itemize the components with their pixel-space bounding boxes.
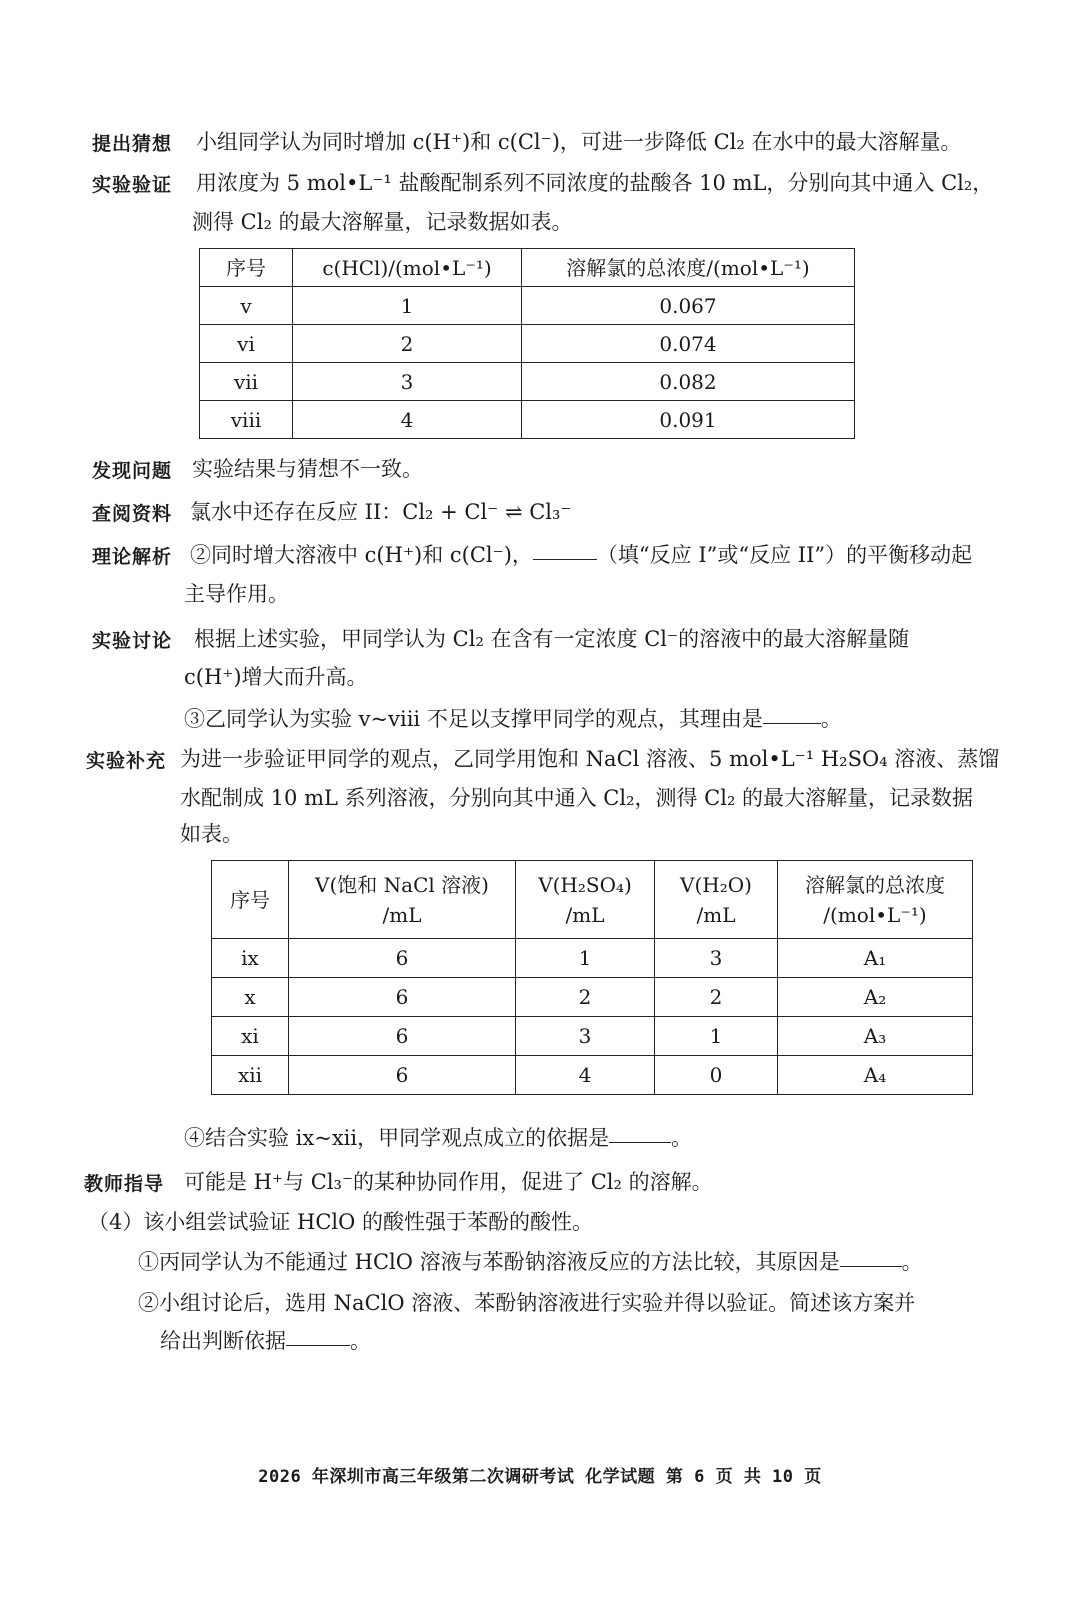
nacl-h2so4-table xyxy=(211,860,973,1095)
table2-cell: 6 xyxy=(289,978,516,1017)
teacher-text: 可能是 H⁺与 Cl₃⁻的某种协同作用，促进了 Cl₂ 的溶解。 xyxy=(184,1170,713,1194)
table2-cell: 6 xyxy=(289,939,516,978)
table2-header xyxy=(778,861,973,939)
lookup-text: 氯水中还存在反应 II：Cl₂ + Cl⁻ ⇌ Cl₃⁻ xyxy=(190,500,572,524)
theory-line1-a: ②同时增大溶液中 c(H⁺)和 c(Cl⁻)， xyxy=(190,543,533,567)
supplement-line3: 如表。 xyxy=(180,822,243,846)
table-row xyxy=(212,1017,973,1056)
table2-cell: A₂ xyxy=(778,978,973,1017)
table1-cell: vii xyxy=(200,363,293,401)
discuss-line3-a: ③乙同学认为实验 v~viii 不足以支撑甲同学的观点，其理由是 xyxy=(184,707,763,731)
table1-cell: vi xyxy=(200,325,293,363)
table2-header-unit: /mL xyxy=(696,902,736,927)
discuss-label: 实验讨论 xyxy=(92,630,173,652)
table2-cell: A₃ xyxy=(778,1017,973,1056)
table2-header xyxy=(212,861,289,939)
part4-q2-b: 。 xyxy=(350,1329,371,1353)
problem-text: 实验结果与猜想不一致。 xyxy=(192,457,423,481)
discuss-line3 xyxy=(184,703,842,737)
answer-blank[interactable] xyxy=(609,1141,671,1143)
supplement-line1: 为进一步验证甲同学的观点，乙同学用饱和 NaCl 溶液、5 mol•L⁻¹ H₂SO₄ 溶液、蒸馏 xyxy=(180,747,1000,771)
table2-cell: 0 xyxy=(655,1056,778,1095)
teacher-label: 教师指导 xyxy=(84,1173,165,1195)
table2-header-text: 溶解氯的总浓度 xyxy=(805,872,945,897)
part4-q1 xyxy=(138,1246,923,1280)
table2-header-unit: /(mol•L⁻¹) xyxy=(823,902,927,927)
part4-q2-line1: ②小组讨论后，选用 NaClO 溶液、苯酚钠溶液进行实验并得以验证。简述该方案并 xyxy=(138,1291,916,1315)
supplement-label: 实验补充 xyxy=(86,750,167,772)
table2-cell: 2 xyxy=(655,978,778,1017)
table1-cell: 2 xyxy=(293,325,522,363)
problem-label: 发现问题 xyxy=(92,460,173,482)
q-basis-line xyxy=(184,1122,692,1156)
table1-header: c(HCl)/(mol•L⁻¹) xyxy=(293,249,522,287)
table2-cell: 4 xyxy=(516,1056,655,1095)
table1-cell: 0.067 xyxy=(522,287,855,325)
theory-line2: 主导作用。 xyxy=(184,582,289,606)
table2-cell: 1 xyxy=(655,1017,778,1056)
table1-cell: v xyxy=(200,287,293,325)
guess-text: 小组同学认为同时增加 c(H⁺)和 c(Cl⁻)，可进一步降低 Cl₂ 在水中的最大溶解量。 xyxy=(196,130,962,154)
discuss-line3-b: 。 xyxy=(820,707,842,731)
theory-line1 xyxy=(190,539,972,573)
part4-intro: （4）该小组尝试验证 HClO 的酸性强于苯酚的酸性。 xyxy=(88,1210,594,1234)
table2-cell: 6 xyxy=(289,1056,516,1095)
table2-cell: ix xyxy=(212,939,289,978)
verify-label: 实验验证 xyxy=(92,174,173,196)
part4-q2-line2 xyxy=(160,1325,371,1359)
table2-cell: A₄ xyxy=(778,1056,973,1095)
table1-header: 溶解氯的总浓度/(mol•L⁻¹) xyxy=(522,249,855,287)
hcl-data-table xyxy=(199,248,855,439)
table2-cell: 3 xyxy=(655,939,778,978)
table-row xyxy=(212,939,973,978)
table1-cell: 3 xyxy=(293,363,522,401)
table-row xyxy=(200,363,855,401)
answer-blank[interactable] xyxy=(763,722,821,724)
discuss-line1: 根据上述实验，甲同学认为 Cl₂ 在含有一定浓度 Cl⁻的溶液中的最大溶解量随 xyxy=(194,627,910,651)
discuss-line2: c(H⁺)增大而升高。 xyxy=(184,665,368,689)
supplement-line2: 水配制成 10 mL 系列溶液，分别向其中通入 Cl₂，测得 Cl₂ 的最大溶解量，记录数据 xyxy=(180,786,974,810)
q-basis-a: ④结合实验 ix~xii，甲同学观点成立的依据是 xyxy=(184,1126,610,1150)
table2-cell: 2 xyxy=(516,978,655,1017)
table1-cell: viii xyxy=(200,401,293,439)
theory-line1-b: （填“反应 I”或“反应 II”）的平衡移动起 xyxy=(596,543,973,567)
table2-header-text: V(H₂O) xyxy=(680,872,752,897)
table2-header-text: 序号 xyxy=(230,887,270,912)
part4-q2-a: 给出判断依据 xyxy=(160,1329,286,1353)
table2-header-text: V(H₂SO₄) xyxy=(538,872,632,897)
table2-cell: A₁ xyxy=(778,939,973,978)
table1-cell: 0.074 xyxy=(522,325,855,363)
answer-blank[interactable] xyxy=(286,1344,350,1346)
table-row xyxy=(212,1056,973,1095)
theory-label: 理论解析 xyxy=(92,546,173,568)
table2-cell: 3 xyxy=(516,1017,655,1056)
table1-cell: 0.091 xyxy=(522,401,855,439)
table-row xyxy=(200,325,855,363)
q-basis-b: 。 xyxy=(671,1126,693,1150)
table1-cell: 4 xyxy=(293,401,522,439)
guess-label: 提出猜想 xyxy=(92,133,173,155)
table2-header-unit: /mL xyxy=(382,902,422,927)
table2-header xyxy=(655,861,778,939)
table2-cell: x xyxy=(212,978,289,1017)
table-row xyxy=(200,401,855,439)
part4-q1-a: ①丙同学认为不能通过 HClO 溶液与苯酚钠溶液反应的方法比较，其原因是 xyxy=(138,1250,840,1274)
table2-header-unit: /mL xyxy=(565,902,605,927)
table2-header xyxy=(289,861,516,939)
lookup-label: 查阅资料 xyxy=(92,503,173,525)
answer-blank[interactable] xyxy=(840,1265,902,1267)
table-row xyxy=(212,978,973,1017)
table2-header-text: V(饱和 NaCl 溶液) xyxy=(315,872,489,897)
table1-cell: 0.082 xyxy=(522,363,855,401)
table1-header: 序号 xyxy=(200,249,293,287)
table2-cell: 6 xyxy=(289,1017,516,1056)
part4-q1-b: 。 xyxy=(901,1250,923,1274)
table-row xyxy=(200,287,855,325)
table2-cell: 1 xyxy=(516,939,655,978)
table2-cell: xii xyxy=(212,1056,289,1095)
verify-line1: 用浓度为 5 mol•L⁻¹ 盐酸配制系列不同浓度的盐酸各 10 mL，分别向其中通入 Cl₂， xyxy=(196,171,994,195)
verify-line2: 测得 Cl₂ 的最大溶解量，记录数据如表。 xyxy=(192,210,573,234)
answer-blank[interactable] xyxy=(533,558,597,560)
table2-cell: xi xyxy=(212,1017,289,1056)
table1-cell: 1 xyxy=(293,287,522,325)
table2-header xyxy=(516,861,655,939)
page-footer: 2026 年深圳市高三年级第二次调研考试 化学试题 第 6 页 共 10 页 xyxy=(258,1467,822,1487)
